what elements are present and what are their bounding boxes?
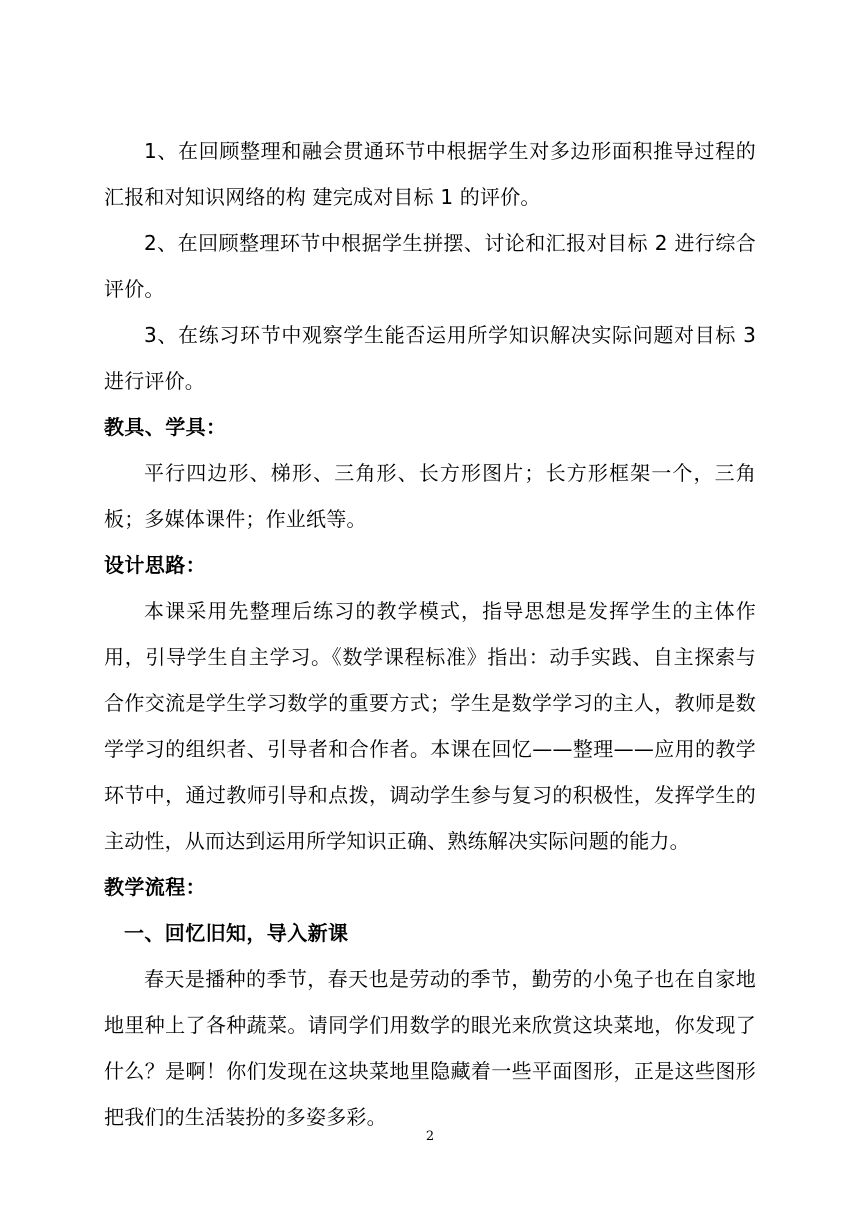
- process-heading: 教学流程：: [104, 875, 206, 899]
- tools-text: 平行四边形、梯形、三角形、长方形图片；长方形框架一个，三角板；多媒体课件；作业纸等。: [104, 461, 756, 531]
- design-heading: 设计思路：: [104, 553, 206, 577]
- evaluation-item-3: 3、在练习环节中观察学生能否运用所学知识解决实际问题对目标 3 进行评价。: [104, 323, 756, 393]
- evaluation-item-1: 1、在回顾整理和融会贯通环节中根据学生对多边形面积推导过程的汇报和对知识网络的构 建完成对目标 1 的评价。: [104, 139, 756, 209]
- design-text: 本课采用先整理后练习的教学模式，指导思想是发挥学生的主体作用，引导学生自主学习。《数学课程标准》指出：动手实践、自主探索与合作交流是学生学习数学的重要方式；学生是数学学习的主人，教师是数学学习的组织者、引导者和合作者。本课在回忆——整理——应用的教学环节中，通过教师引导和点拨，调动学生参与复习的积极性，发挥学生的主动性，从而达到运用所学知识正确、熟练解决实际问题的能力。: [104, 599, 756, 853]
- section1-text: 春天是播种的季节，春天也是劳动的季节，勤劳的小兔子也在自家地地里种上了各种蔬菜。请同学们用数学的眼光来欣赏这块菜地，你发现了什么？是啊！你们发现在这块菜地里隐藏着一些平面图形，正是这些图形把我们的生活装扮的多姿多彩。: [104, 967, 756, 1129]
- section1-title: 一、回忆旧知，导入新课: [124, 921, 349, 945]
- tools-heading: 教具、学具：: [104, 415, 227, 439]
- page-content: [104, 128, 756, 1140]
- evaluation-item-2: 2、在回顾整理环节中根据学生拼摆、讨论和汇报对目标 2 进行综合评价。: [104, 231, 756, 301]
- page-number: 2: [425, 1129, 435, 1144]
